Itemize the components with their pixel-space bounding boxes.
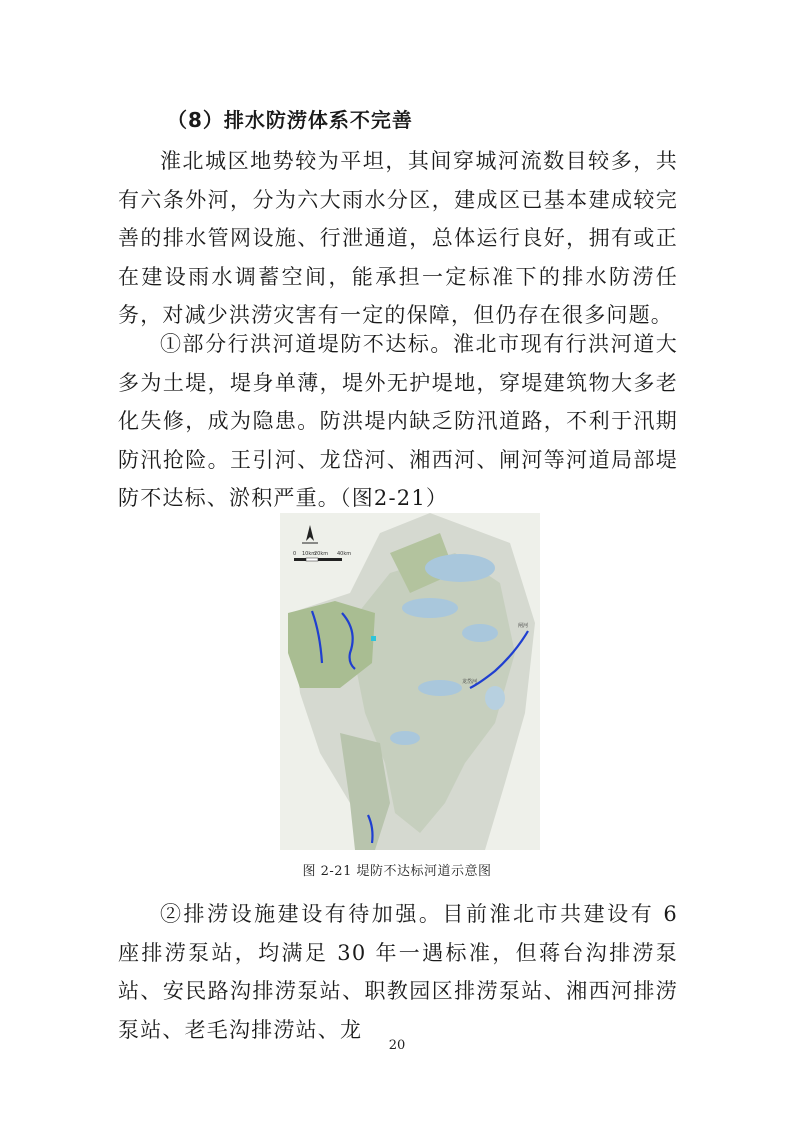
water-body [485,686,505,710]
water-body [402,598,458,618]
paragraph-levee-substandard: ①部分行洪河道堤防不达标。淮北市现有行洪河道大多为土堤，堤身单薄，堤外无护堤地，穿堤建筑物大多老化失修，成为隐患。防洪堤内缺乏防汛道路，不利于汛期防汛抢险。王引河、龙岱河、湘西河、闸河等河道局部堤防不达标、淤积严重。（图2-21） [118,332,678,510]
scale-label: 20km [314,551,329,557]
project-marker [371,636,376,641]
scale-label: 10km [302,551,317,557]
paragraph-pump-stations: ②排涝设施建设有待加强。目前淮北市共建设有 6 座排涝泵站，均满足 30 年一遇标准，但蒋台沟排涝泵站、安民路沟排涝泵站、职教园区排涝泵站、湘西河排涝泵站、老毛沟排涝站、龙 [118,902,678,1042]
scale-label: 40km [337,551,352,557]
paragraph-drainage-overview: 淮北城区地势较为平坦，其间穿城河流数目较多，共有六条外河，分为六大雨水分区，建成区已基本建成较完善的排水管网设施、行泄通道，总体运行良好，拥有或正在建设雨水调蓄空间，能承担一定标准下的排水防涝任务，对减少洪涝灾害有一定的保障，但仍存在很多问题。 [118,149,678,327]
scale-label: 0 [293,551,297,557]
water-body [418,680,462,696]
water-body [390,731,420,745]
map-label-longdai-river: 龙岱河 [462,679,478,685]
water-body [425,554,495,582]
page-number: 20 [388,1038,406,1053]
section-heading: （8）排水防涝体系不完善 [167,108,413,132]
map-image [280,513,540,850]
figure-caption: 图 2-21 堤防不达标河道示意图 [302,864,492,879]
water-body [462,624,498,642]
figure-levee-map [280,513,540,850]
map-label-zha-river: 闸河 [518,623,529,629]
